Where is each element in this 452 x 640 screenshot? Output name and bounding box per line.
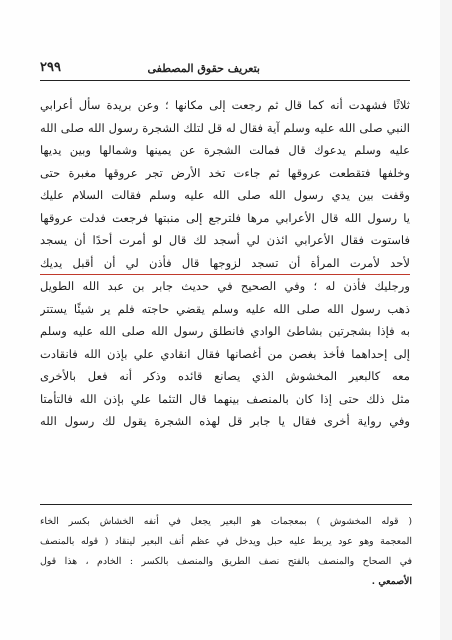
text-line: عليه وسلم يدعوك قال فمالت الشجرة عن يمينها وشمالها وبين يديها: [40, 143, 410, 157]
text-line-underlined: لأحد لأمرت المرأة أن تسجد لزوجها قال فأذن لي أن أقبل يديك: [40, 252, 410, 276]
footnote-line: الأصمعي .: [371, 576, 412, 587]
text-line: مثل ذلك حتى إذا كان بالمنصف بينهما قال التئما علي بإذن الله فالتأمتا: [40, 391, 410, 406]
header-title: بتعريف حقوق المصطفى: [147, 62, 260, 75]
text-line: ثلاثًا فشهدت أنه كما قال ثم رجعت إلى مكانها ؛ وعن بريدة سأل أعرابي: [40, 98, 410, 112]
text-line: يا رسول الله قال الأعرابي مرها فلترجع إلى منبتها فرجعت فدلت عروقها: [40, 210, 410, 225]
text-line: وفي رواية أخرى فقال يا جابر قل لهذه الشجرة يقول لك رسول الله: [40, 414, 410, 428]
text-line: وخلفها فتقطعت عروقها ثم جاءت تخد الأرض تجر عروقها مغبرة حتى: [40, 165, 410, 180]
text-line: وقفت بين يدي رسول الله صلى الله عليه وسلم فقالت السلام عليك: [40, 188, 410, 202]
footnote-line: ( قوله المخشوش ) بمعجمات هو البعير يجعل في أنفه الخشاش بكسر الخاء: [40, 516, 412, 527]
footnote-line: في الصحاح والمنصف بالفتح نصف الطريق والمنصف بالكسر : الخادم ، هذا قول: [40, 556, 412, 567]
main-text: [40, 94, 410, 433]
text-line: إلى إحداهما فأخذ بغصن من أغصانها فقال انقادي علي بإذن الله فانقادت: [40, 346, 410, 361]
text-line: فاستوت فقال الأعرابي ائذن لي أسجد لك قال لو أمرت أحدًا أن يسجد: [40, 233, 410, 247]
text-line: ذهب رسول الله صلى الله عليه وسلم يقضي حاجته فلم ير شيئًا يستتر: [40, 301, 410, 316]
footnote: [40, 512, 412, 592]
page-number: ٢٩٩: [40, 60, 61, 75]
running-header: [40, 58, 410, 81]
footnote-divider: [40, 504, 412, 505]
text-line: النبي صلى الله عليه وسلم آية فقال له قل لتلك الشجرة رسول الله صلى الله: [40, 120, 410, 135]
text-line: ورجليك فأذن له ؛ وفي الصحيح في حديث جابر بن عبد الله الطويل: [40, 279, 410, 293]
page-edge-shadow: [440, 0, 452, 640]
text-line: معه كالبعير المخشوش الذي يصانع قائده وذكر أنه فعل بالأخرى: [40, 369, 410, 383]
text-line: به فإذا بشجرتين بشاطئ الوادي فانطلق رسول الله صلى الله عليه وسلم: [40, 324, 410, 338]
footnote-line: المعجمة وهو عود يربط عليه حبل ويدخل في عظم أنف البعير لينقاد ( قوله بالمنصف: [40, 536, 412, 547]
